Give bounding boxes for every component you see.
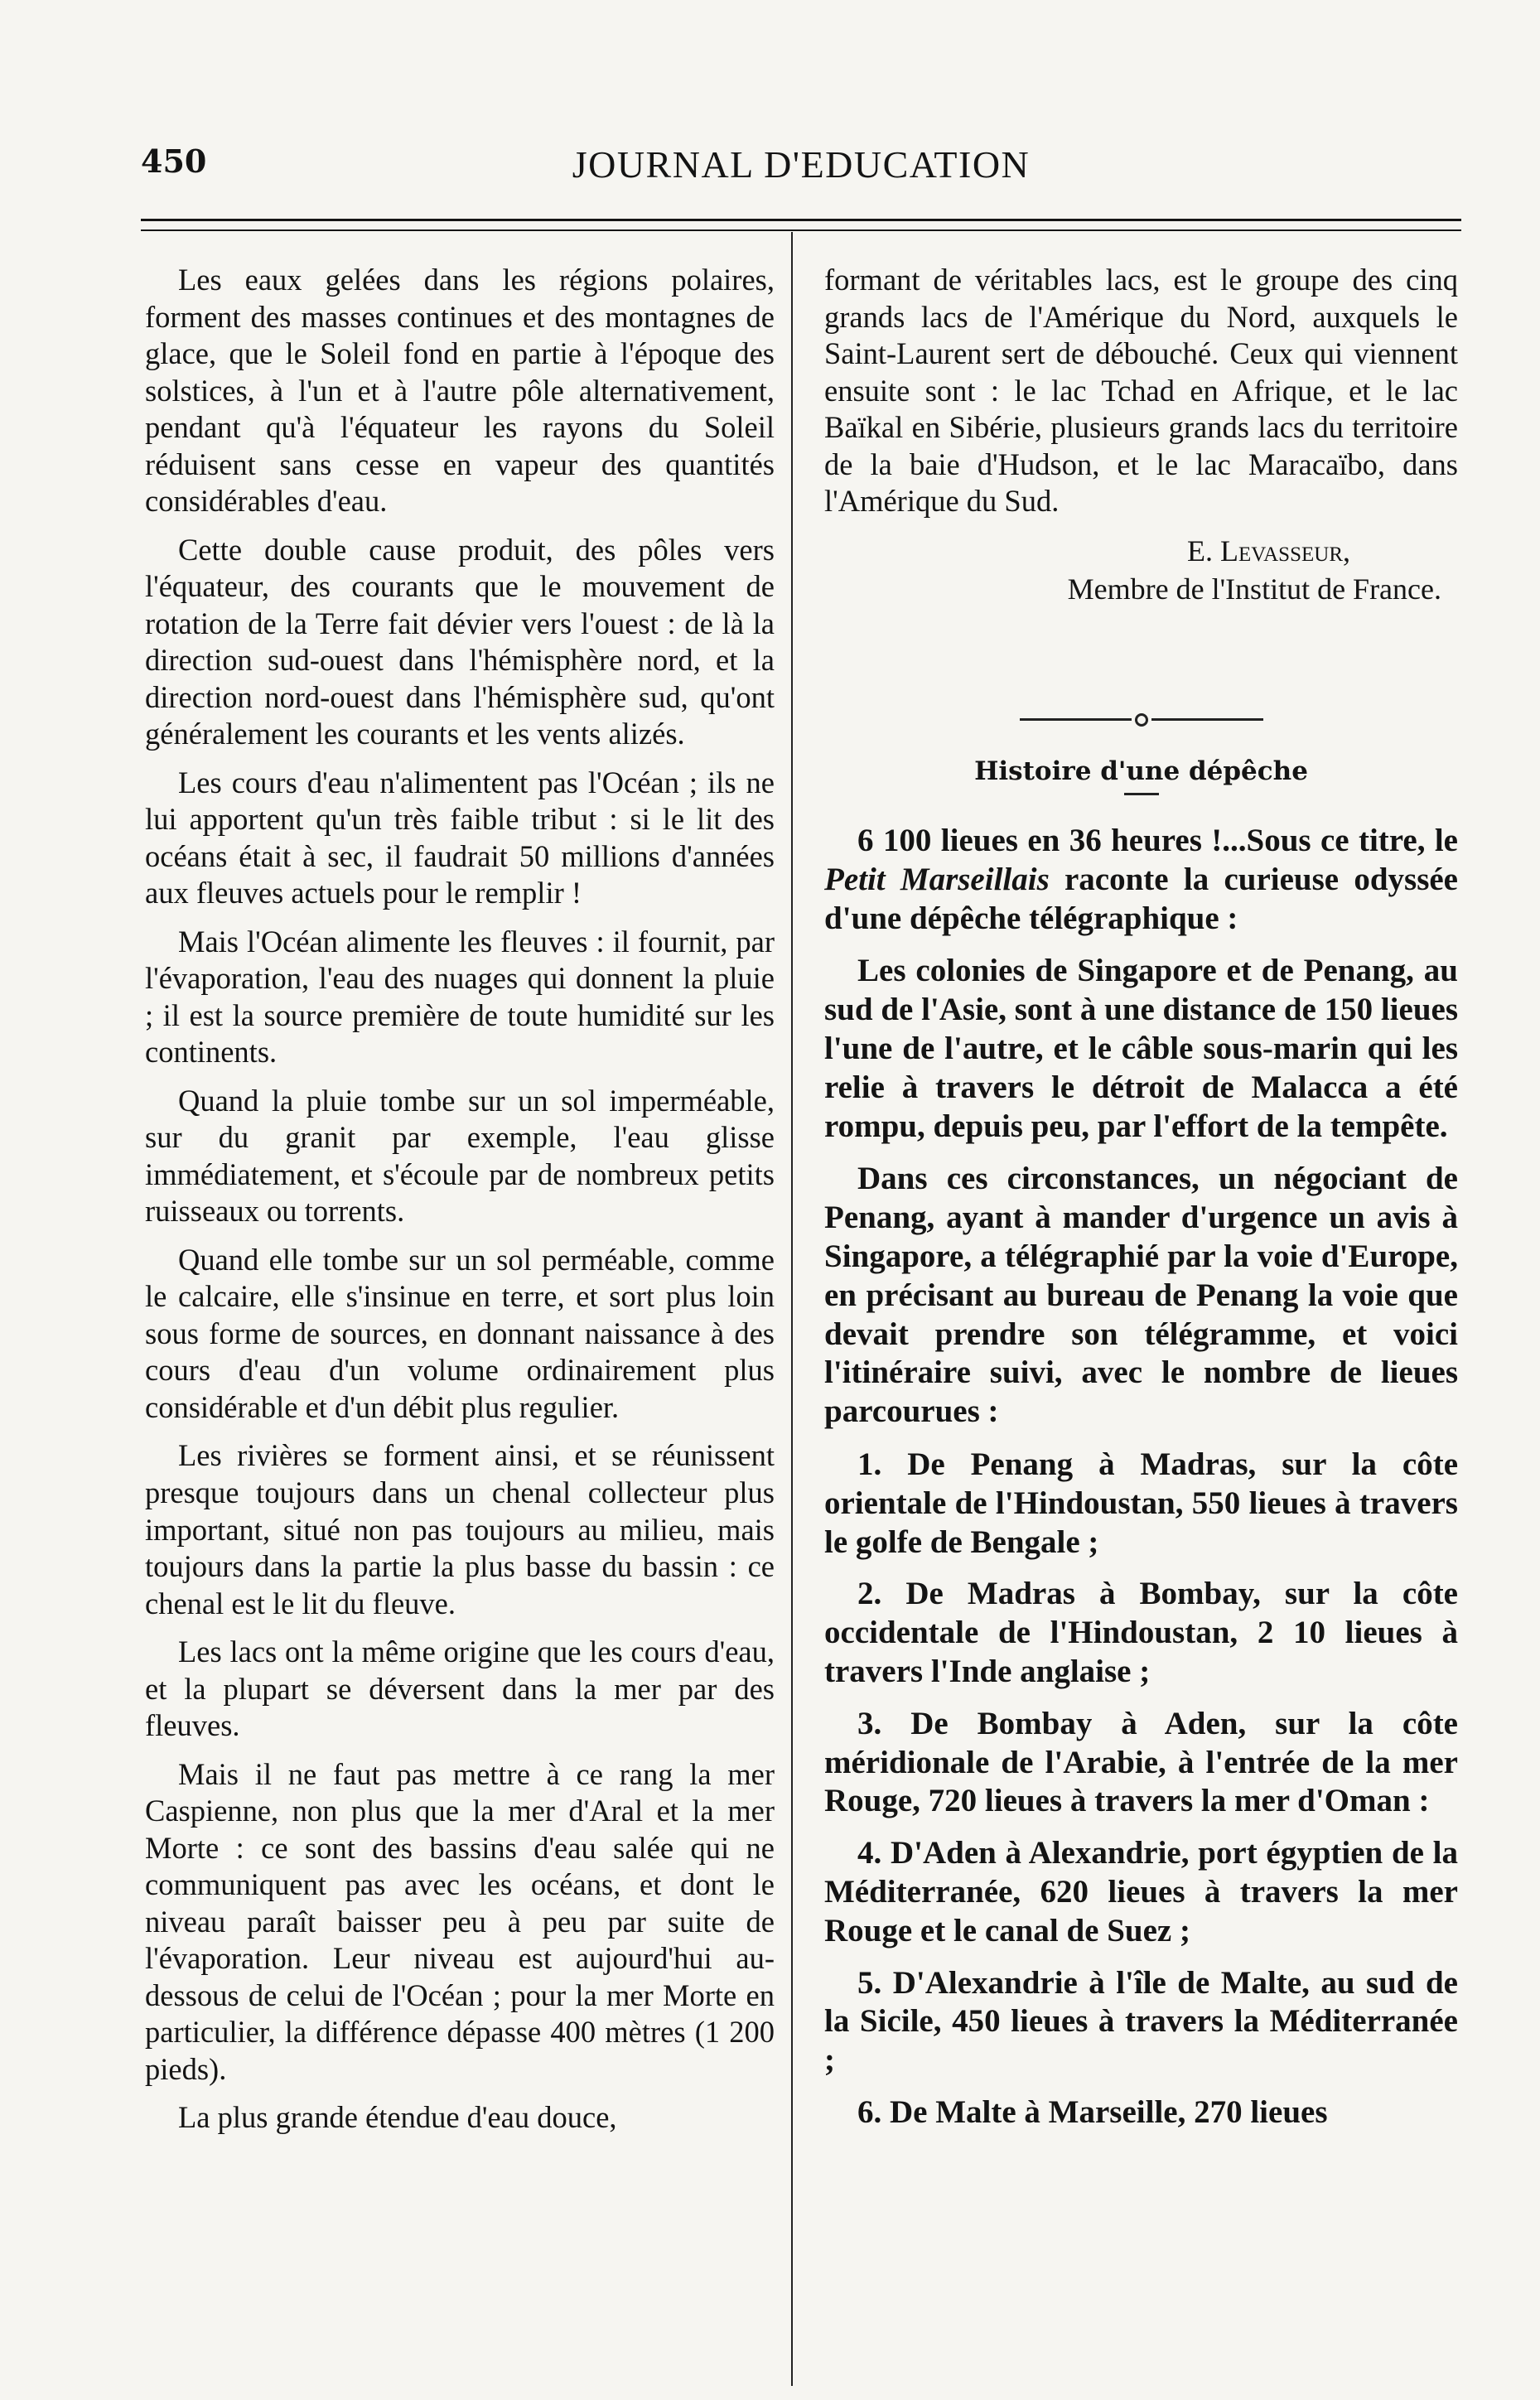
paragraph: Les cours d'eau n'alimentent pas l'Océan ; ils ne lui apportent qu'un très faible tribut : si le lit des océans était à sec, il faudrait 50 millions d'années aux fleuves actuels pour le remplir ! bbox=[145, 765, 775, 910]
paragraph: Mais il ne faut pas mettre à ce rang la mer Caspienne, non plus que la mer d'Aral et la mer Morte : ce sont des bassins d'eau salée qui ne communiquent pas avec les océans, et dont le niveau paraît baisser peu à peu par suite de l'évaporation. Leur niveau est aujourd'hui au-dessous de celui de l'Océan ; pour la mer Morte en particulier, la différence dépasse 400 mètres (1 200 pieds). bbox=[145, 1756, 775, 2086]
author-signature bbox=[824, 532, 1441, 610]
paragraph: Les rivières se forment ainsi, et se réunissent presque toujours dans un chenal collecteur plus important, situé non pas toujours au milieu, mais toujours dans la partie la plus basse du bassin : ce chenal est le lit du fleuve. bbox=[145, 1438, 775, 1620]
itinerary-item: 2. De Madras à Bombay, sur la côte occidentale de l'Hindoustan, 2 10 lieues à travers l'Inde anglaise ; bbox=[824, 1576, 1458, 1689]
author-title: Membre de l'Institut de France. bbox=[1067, 572, 1441, 606]
paragraph: Mais l'Océan alimente les fleuves : il fournit, par l'évaporation, l'eau des nuages qui donnent la pluie ; il est la source première de toute humidité sur les continents. bbox=[145, 924, 775, 1070]
paragraph: Dans ces circonstances, un négociant de Penang, ayant à mander d'urgence un avis à Singapore, a télégraphié par la voie d'Europe, en précisant au bureau de Penang la voie que devait prendre son télégramme, et voici l'itinéraire suivi, avec le nombre de lieues parcourues : bbox=[824, 1161, 1458, 1430]
article-title: Histoire d'une dépêche bbox=[974, 756, 1308, 787]
section-separator bbox=[824, 698, 1458, 723]
header-rule bbox=[141, 219, 1461, 221]
author-name: E. Levasseur, bbox=[1187, 534, 1350, 567]
header-rule-double bbox=[141, 229, 1461, 231]
paragraph: Cette double cause produit, des pôles vers l'équateur, des courants que le mouvement de rotation de la Terre fait dévier vers l'ouest : de là la direction sud-ouest dans l'hémisphère nord, et la direction nord-ouest dans l'hémisphère sud, qu'ont généralement les courants et les vents alizés. bbox=[145, 532, 775, 751]
paragraph: Quand la pluie tombe sur un sol imperméable, sur du granit par exemple, l'eau glisse immédiatement, et s'écoule par de nombreux petits ruisseaux ou torrents. bbox=[145, 1083, 775, 1229]
itinerary-item: 6. De Malte à Marseille, 270 lieues bbox=[857, 2093, 1328, 2130]
page-header bbox=[141, 139, 1461, 189]
paragraph: Les lacs ont la même origine que les cours d'eau, et la plupart se déversent dans la mer par des fleuves. bbox=[145, 1635, 775, 1743]
paragraph: La plus grande étendue d'eau douce, bbox=[178, 2100, 617, 2135]
journal-title: JOURNAL D'EDUCATION bbox=[572, 143, 1031, 186]
itinerary-item: 3. De Bombay à Aden, sur la côte méridionale de l'Arabie, à l'entrée de la mer Rouge, 720 lieues à travers la mer d'Oman : bbox=[824, 1705, 1458, 1819]
itinerary-item: 5. D'Alexandrie à l'île de Malte, au sud de la Sicile, 450 lieues à travers la Méditerranée ; bbox=[824, 1964, 1458, 2079]
paragraph: Les colonies de Singapore et de Penang, au sud de l'Asie, sont à une distance de 150 lieues l'une de l'autre, et le câble sous-marin qui les relie à travers le détroit de Malacca a été rompu, depuis peu, par l'effort de la tempête. bbox=[824, 953, 1458, 1144]
paragraph: Quand elle tombe sur un sol perméable, comme le calcaire, elle s'insinue en terre, et sort plus loin sous forme de sources, en donnant naissance à des cours d'eau d'un volume ordinairement plus considérable et d'un débit plus regulier. bbox=[145, 1242, 775, 1424]
column-divider bbox=[791, 232, 793, 2386]
itinerary-item: 1. De Penang à Madras, sur la côte orientale de l'Hindoustan, 550 lieues à travers le golfe de Bengale ; bbox=[824, 1446, 1458, 1560]
page-number: 450 bbox=[141, 142, 207, 180]
separator-ornament-icon bbox=[1135, 713, 1148, 727]
continuation-paragraph: formant de véritables lacs, est le groupe des cinq grands lacs de l'Amérique du Nord, auxquels le Saint-Laurent sert de débouché. Ceux qui viennent ensuite sont : le lac Tchad en Afrique, et le lac Baïkal en Sibérie, plusieurs grands lacs du territoire de la baie d'Hudson, et le lac Maracaïbo, dans l'Amérique du Sud. bbox=[824, 263, 1458, 519]
title-dash bbox=[1124, 793, 1159, 795]
newspaper-name: Petit Marseillais bbox=[824, 861, 1050, 897]
right-column bbox=[824, 262, 1458, 2146]
intro-paragraph: 6 100 lieues en 36 heures !...Sous ce titre, le Petit Marseillais raconte la curieuse odyssée d'une dépêche télégraphique : bbox=[824, 823, 1458, 936]
itinerary-item: 4. D'Aden à Alexandrie, port égyptien de la Méditerranée, 620 lieues à travers la mer Rouge et le canal de Suez ; bbox=[824, 1835, 1458, 1948]
paragraph: Les eaux gelées dans les régions polaires, forment des masses continues et des montagnes de glace, que le Soleil fond en partie à l'époque des solstices, à l'un et à l'autre pôle alternativement, pendant qu'à l'équateur les rayons du Soleil réduisent sans cesse en vapeur des quantités considérables d'eau. bbox=[145, 263, 775, 519]
left-column bbox=[145, 262, 775, 2148]
